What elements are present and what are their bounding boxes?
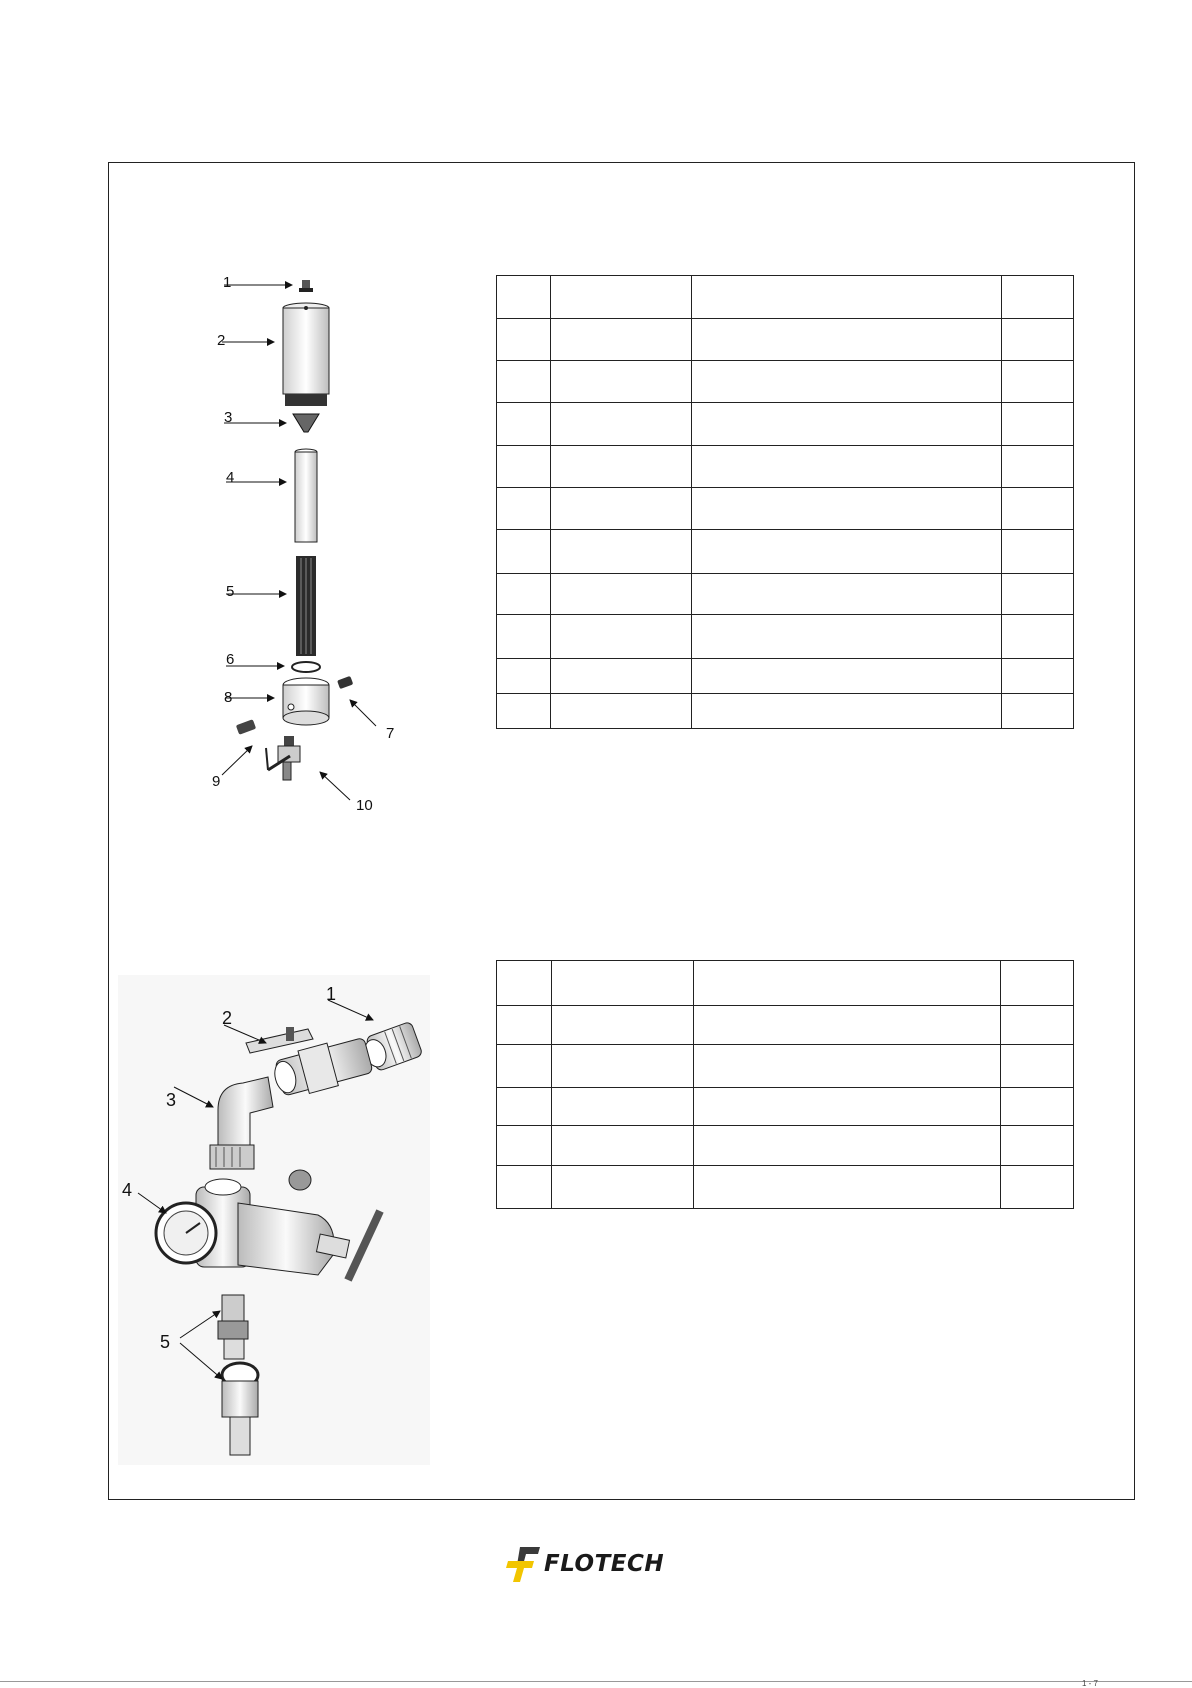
table-cell <box>497 488 551 530</box>
table-cell <box>551 961 693 1006</box>
callout-9: 9 <box>212 773 221 790</box>
table-cell <box>550 615 691 659</box>
table-row <box>497 1006 1074 1045</box>
table-cell <box>497 361 551 403</box>
table-cell <box>497 276 551 319</box>
table-cell <box>1002 530 1074 574</box>
callout-6: 6 <box>226 651 235 668</box>
table-cell <box>1002 659 1074 694</box>
table-cell <box>693 1126 1000 1166</box>
table-cell <box>550 659 691 694</box>
table-cell <box>691 361 1001 403</box>
table-header-row <box>497 276 1074 319</box>
table-cell <box>497 1126 552 1166</box>
table-cell <box>497 694 551 729</box>
table-cell <box>550 319 691 361</box>
table-cell <box>693 1166 1000 1209</box>
table-cell <box>691 659 1001 694</box>
table-cell <box>1001 1126 1074 1166</box>
table-cell <box>691 574 1001 615</box>
callout-4: 4 <box>226 469 235 486</box>
regulator-exploded-figure <box>118 975 430 1465</box>
table-cell <box>691 615 1001 659</box>
table-cell <box>550 530 691 574</box>
parts-table-2 <box>496 960 1074 1209</box>
table-cell <box>1002 319 1074 361</box>
table-cell <box>497 659 551 694</box>
table-cell <box>550 488 691 530</box>
table-cell <box>691 488 1001 530</box>
table-cell <box>1002 276 1074 319</box>
callout-7: 7 <box>386 725 395 742</box>
table-cell <box>1002 574 1074 615</box>
table-row <box>497 574 1074 615</box>
table-row <box>497 361 1074 403</box>
table-cell <box>693 1088 1000 1126</box>
table-row <box>497 446 1074 488</box>
table-cell <box>693 1045 1000 1088</box>
table-cell <box>1001 1045 1074 1088</box>
callout-3: 3 <box>166 1090 177 1110</box>
table-row <box>497 488 1074 530</box>
table-cell <box>497 574 551 615</box>
flotech-logo <box>506 1545 665 1583</box>
table-cell <box>691 694 1001 729</box>
callout-4: 4 <box>122 1180 133 1200</box>
callout-5: 5 <box>226 583 235 600</box>
table-header-row <box>497 961 1074 1006</box>
table-cell <box>691 530 1001 574</box>
table-cell <box>691 276 1001 319</box>
table-cell <box>497 446 551 488</box>
table-cell <box>1002 361 1074 403</box>
callout-8: 8 <box>224 689 233 706</box>
table-cell <box>550 574 691 615</box>
table-cell <box>550 403 691 446</box>
logo-wordmark: FLOTECH <box>544 1551 665 1577</box>
table-cell <box>497 1006 552 1045</box>
table-cell <box>551 1166 693 1209</box>
table-cell <box>1002 694 1074 729</box>
table-cell <box>551 1045 693 1088</box>
table-cell <box>1001 1006 1074 1045</box>
table-row <box>497 530 1074 574</box>
callout-1: 1 <box>326 984 337 1004</box>
table-cell <box>1001 1166 1074 1209</box>
flotech-logo-mark-icon <box>506 1545 544 1583</box>
callout-1: 1 <box>223 274 232 291</box>
table-cell <box>550 361 691 403</box>
table-cell <box>691 403 1001 446</box>
table-cell <box>691 446 1001 488</box>
table-cell <box>497 403 551 446</box>
table-cell <box>550 446 691 488</box>
table-cell <box>1002 446 1074 488</box>
table-cell <box>1001 1088 1074 1126</box>
table-row <box>497 659 1074 694</box>
table-cell <box>1002 403 1074 446</box>
table-row <box>497 319 1074 361</box>
table-cell <box>691 319 1001 361</box>
callout-2: 2 <box>217 332 226 349</box>
table-cell <box>497 961 552 1006</box>
table-row <box>497 1166 1074 1209</box>
table-cell <box>1002 615 1074 659</box>
callout-5: 5 <box>160 1332 171 1352</box>
table-cell <box>551 1006 693 1045</box>
table-cell <box>497 530 551 574</box>
footer-rule <box>0 1681 1192 1682</box>
table-cell <box>550 276 691 319</box>
table-cell <box>1002 488 1074 530</box>
filter-exploded-drawing <box>200 270 420 830</box>
table-cell <box>497 319 551 361</box>
table-cell <box>497 1045 552 1088</box>
parts-table-1 <box>496 275 1074 729</box>
table-row <box>497 615 1074 659</box>
table-cell <box>550 694 691 729</box>
callout-2: 2 <box>222 1008 233 1028</box>
callout-10: 10 <box>356 797 373 814</box>
table-row <box>497 1045 1074 1088</box>
table-cell <box>693 961 1000 1006</box>
table-cell <box>551 1126 693 1166</box>
table-cell <box>497 1166 552 1209</box>
table-row <box>497 1126 1074 1166</box>
filter-exploded-figure <box>200 270 420 830</box>
footer-mark: 1 - 7 <box>1082 1679 1099 1688</box>
table-row <box>497 403 1074 446</box>
table-cell <box>693 1006 1000 1045</box>
table-cell <box>551 1088 693 1126</box>
table-cell <box>497 1088 552 1126</box>
table-row <box>497 1088 1074 1126</box>
table-cell <box>497 615 551 659</box>
table-row <box>497 694 1074 729</box>
table-cell <box>1001 961 1074 1006</box>
regulator-exploded-drawing <box>118 975 430 1465</box>
callout-3: 3 <box>224 409 233 426</box>
